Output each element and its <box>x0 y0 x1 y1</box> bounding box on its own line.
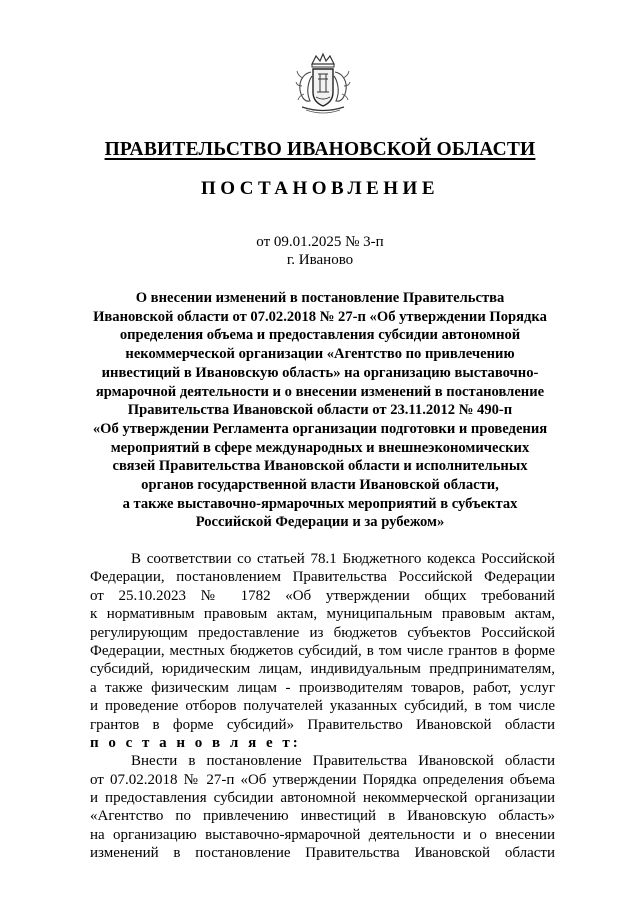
body-line: и предоставления субсидии автономной некоммерческой организации <box>90 790 555 807</box>
city: г. Иваново <box>286 252 354 268</box>
body-line: «Агентство по привлечению инвестиций в Ивановскую область» <box>90 808 555 825</box>
body-line: В соответствии со статьей 78.1 Бюджетного кодекса Российской <box>131 551 555 567</box>
body-line: грантов в форме субсидий» Правительство Ивановской области <box>90 716 555 733</box>
body-line: Федерации, постановлением Правительства Российской Федерации <box>90 569 555 586</box>
document-body <box>90 550 555 863</box>
decree-word: п о с т а н о в л я е т: <box>90 734 301 751</box>
body-line: от 25.10.2023 № 1782 «Об утверждении общих требований <box>90 587 555 604</box>
subject-line: связей Правительства Ивановской области и исполнительных <box>112 458 528 475</box>
ivanovo-coat-of-arms-icon <box>294 52 352 116</box>
subject-line: «Об утверждении Регламента организации подготовки и проведения <box>92 420 548 437</box>
subject-line: инвестиций в Ивановскую область» на организацию выставочно- <box>101 364 539 381</box>
subject-line: Российской Федерации и за рубежом» <box>195 514 445 531</box>
document-type-title: ПОСТАНОВЛЕНИЕ <box>200 178 440 199</box>
subject-line: а также выставочно-ярмарочных мероприятий в субъектах <box>122 495 518 512</box>
body-line: изменений в постановление Правительства Ивановской области <box>90 845 555 862</box>
body-line: Внести в постановление Правительства Ивановской области <box>131 753 555 770</box>
subject-line: мероприятий в сфере международных и внешнеэкономических <box>110 439 530 456</box>
document-subject <box>90 289 550 532</box>
subject-line: некоммерческой организации «Агентство по привлечению <box>125 346 515 363</box>
date-and-number: от 09.01.2025 № 3-п <box>256 234 384 250</box>
subject-line: О внесении изменений в постановление Правительства <box>135 290 505 306</box>
subject-line: Правительства Ивановской области от 23.11.2012 № 490-п <box>127 402 513 419</box>
body-line: от 07.02.2018 № 27-п «Об утверждении Порядка определения объема <box>90 771 555 788</box>
body-line: субсидий, юридическим лицам, индивидуальным предпринимателям, <box>90 661 555 678</box>
body-line: Федерации, местных бюджетов субсидий, в том числе грантов в форме <box>90 642 555 659</box>
organization-title <box>0 139 640 161</box>
body-line: на организацию выставочно-ярмарочной деятельности и о внесении <box>90 826 555 843</box>
subject-line: Ивановской области от 07.02.2018 № 27-п «Об утверждении Порядка <box>93 308 547 325</box>
body-line: а также физическим лицам - производителям товаров, работ, услуг <box>90 679 555 696</box>
subject-line: определения объема и предоставления субсидии автономной <box>119 327 521 344</box>
body-line: и проведение отборов получателей указанных субсидий, в том числе <box>90 698 555 715</box>
body-line: к нормативным правовым актам, муниципальным правовым актам, <box>90 606 555 623</box>
subject-line: ярмарочной деятельности и о внесении изменений в постановление <box>95 383 545 400</box>
organization-title-text: ПРАВИТЕЛЬСТВО ИВАНОВСКОЙ ОБЛАСТИ <box>104 139 536 160</box>
subject-line: органов государственной власти Ивановской области, <box>141 477 499 494</box>
body-line: регулирующим предоставление из бюджетов субъектов Российской <box>90 624 555 641</box>
